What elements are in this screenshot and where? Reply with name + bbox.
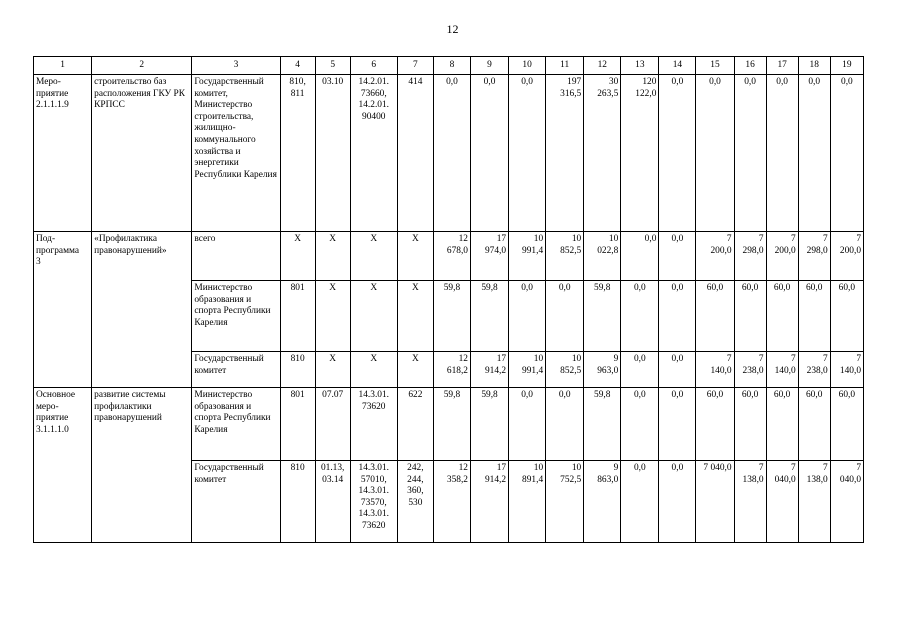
header-cell: 3 xyxy=(192,57,280,75)
table-cell: 0,0 xyxy=(546,281,584,352)
table-cell: 0,0 xyxy=(798,75,830,232)
table-cell: 60,0 xyxy=(766,281,798,352)
header-cell: 9 xyxy=(470,57,508,75)
table-row xyxy=(34,75,864,232)
table-cell: 414 xyxy=(397,75,433,232)
table-cell: 0,0 xyxy=(509,388,546,461)
table-cell: X xyxy=(315,281,350,352)
table-cell: 0,0 xyxy=(546,388,584,461)
header-cell: 14 xyxy=(659,57,696,75)
table-cell: 0,0 xyxy=(621,461,659,543)
table-row xyxy=(34,232,864,281)
table-cell: 60,0 xyxy=(734,281,766,352)
table-cell: 0,0 xyxy=(734,75,766,232)
table-cell: 7 140,0 xyxy=(830,352,863,388)
table-cell: 60,0 xyxy=(734,388,766,461)
table-cell: 17 974,0 xyxy=(470,232,508,281)
table-cell: X xyxy=(280,232,315,281)
table-cell: X xyxy=(315,352,350,388)
table-cell: X xyxy=(397,281,433,352)
table-row xyxy=(34,388,864,461)
table-cell: 242, 244, 360, 530 xyxy=(397,461,433,543)
table-cell: 7 138,0 xyxy=(798,461,830,543)
table-cell: 59,8 xyxy=(584,388,621,461)
table-cell: 10 022,8 xyxy=(584,232,621,281)
table-cell: 7 200,0 xyxy=(696,232,734,281)
table-cell: 0,0 xyxy=(696,75,734,232)
table-cell: 0,0 xyxy=(621,388,659,461)
table-cell: X xyxy=(350,352,397,388)
table-cell: 59,8 xyxy=(470,388,508,461)
table-cell: 7 200,0 xyxy=(766,232,798,281)
header-cell: 1 xyxy=(34,57,92,75)
table-cell: 120 122,0 xyxy=(621,75,659,232)
header-row xyxy=(34,57,864,75)
header-cell: 8 xyxy=(433,57,470,75)
table-cell: 7 298,0 xyxy=(798,232,830,281)
header-cell: 11 xyxy=(546,57,584,75)
executor-cell: Государственный комитет xyxy=(192,461,280,543)
table-cell: 801 xyxy=(280,388,315,461)
table-cell: 0,0 xyxy=(659,281,696,352)
table-cell: 30 263,5 xyxy=(584,75,621,232)
table-cell: 60,0 xyxy=(798,281,830,352)
table-cell: 59,8 xyxy=(470,281,508,352)
table-cell: 60,0 xyxy=(696,388,734,461)
executor-cell: Министерство образования и спорта Республики Карелия xyxy=(192,388,280,461)
table-cell: X xyxy=(350,281,397,352)
executor-cell: Государственный комитет, Министерство строительства, жилищно-коммунального хозяйства и энергетики Республики Карелия xyxy=(192,75,280,232)
table-cell: 0,0 xyxy=(621,281,659,352)
table-cell: 59,8 xyxy=(433,281,470,352)
executor-cell: Министерство образования и спорта Республики Карелия xyxy=(192,281,280,352)
header-cell: 12 xyxy=(584,57,621,75)
table-cell: 7 140,0 xyxy=(766,352,798,388)
table-cell: 810 xyxy=(280,352,315,388)
table-cell: 0,0 xyxy=(509,281,546,352)
table-cell: 7 138,0 xyxy=(734,461,766,543)
header-cell: 13 xyxy=(621,57,659,75)
table-cell: 10 752,5 xyxy=(546,461,584,543)
table-cell: X xyxy=(350,232,397,281)
table-cell: 60,0 xyxy=(766,388,798,461)
budget-table xyxy=(33,56,864,543)
table-cell: X xyxy=(397,232,433,281)
table-cell: 622 xyxy=(397,388,433,461)
table-cell: 12 678,0 xyxy=(433,232,470,281)
table-cell: 60,0 xyxy=(798,388,830,461)
table-cell: 0,0 xyxy=(470,75,508,232)
table-cell: 0,0 xyxy=(830,75,863,232)
item-code-cell: Меро- приятие 2.1.1.1.9 xyxy=(34,75,92,232)
table-cell: 60,0 xyxy=(696,281,734,352)
table-cell: X xyxy=(315,232,350,281)
table-cell: 0,0 xyxy=(766,75,798,232)
header-cell: 5 xyxy=(315,57,350,75)
table-cell: 07.07 xyxy=(315,388,350,461)
table-cell: 0,0 xyxy=(433,75,470,232)
item-name-cell: строительство баз расположения ГКУ РК КРПСС xyxy=(92,75,192,232)
table-cell: 14.3.01. 57010, 14.3.01. 73570, 14.3.01. 73620 xyxy=(350,461,397,543)
item-code-cell: Под- программа 3 xyxy=(34,232,92,388)
header-cell: 7 xyxy=(397,57,433,75)
table-cell: 17 914,2 xyxy=(470,352,508,388)
table-cell: 14.2.01. 73660, 14.2.01. 90400 xyxy=(350,75,397,232)
table-cell: 0,0 xyxy=(659,352,696,388)
table-cell: 7 238,0 xyxy=(734,352,766,388)
table-cell: 03.10 xyxy=(315,75,350,232)
page-number: 12 xyxy=(446,22,459,36)
table-cell: 0,0 xyxy=(659,232,696,281)
header-cell: 16 xyxy=(734,57,766,75)
executor-cell: Государственный комитет xyxy=(192,352,280,388)
table-cell: 7 040,0 xyxy=(696,461,734,543)
table-cell: 197 316,5 xyxy=(546,75,584,232)
table-cell: 7 298,0 xyxy=(734,232,766,281)
table-cell: 0,0 xyxy=(621,232,659,281)
table-cell: 10 991,4 xyxy=(509,232,546,281)
header-cell: 10 xyxy=(509,57,546,75)
table-cell: 60,0 xyxy=(830,281,863,352)
table-cell: 59,8 xyxy=(433,388,470,461)
item-code-cell: Основное меро- приятие 3.1.1.1.0 xyxy=(34,388,92,543)
table-cell: 59,8 xyxy=(584,281,621,352)
table-cell: 7 140,0 xyxy=(696,352,734,388)
item-name-cell: развитие системы профилактики правонарушений xyxy=(92,388,192,543)
table-cell: 0,0 xyxy=(659,461,696,543)
table-cell: 0,0 xyxy=(509,75,546,232)
table-cell: 10 852,5 xyxy=(546,352,584,388)
table-cell: 10 852,5 xyxy=(546,232,584,281)
executor-cell: всего xyxy=(192,232,280,281)
item-name-cell: «Профилактика правонарушений» xyxy=(92,232,192,388)
table-cell: 10 991,4 xyxy=(509,352,546,388)
header-cell: 17 xyxy=(766,57,798,75)
table-cell: 9 863,0 xyxy=(584,461,621,543)
table-cell: 0,0 xyxy=(621,352,659,388)
table-cell: 0,0 xyxy=(659,75,696,232)
table-cell: 12 618,2 xyxy=(433,352,470,388)
table-cell: 14.3.01. 73620 xyxy=(350,388,397,461)
table-cell: 0,0 xyxy=(659,388,696,461)
table-cell: 12 358,2 xyxy=(433,461,470,543)
table-cell: 01.13, 03.14 xyxy=(315,461,350,543)
table-cell: 7 200,0 xyxy=(830,232,863,281)
table-cell: 810 xyxy=(280,461,315,543)
header-cell: 19 xyxy=(830,57,863,75)
table-cell: 10 891,4 xyxy=(509,461,546,543)
header-cell: 2 xyxy=(92,57,192,75)
table-cell: 7 238,0 xyxy=(798,352,830,388)
table-cell: X xyxy=(397,352,433,388)
header-cell: 4 xyxy=(280,57,315,75)
table-cell: 7 040,0 xyxy=(766,461,798,543)
table-cell: 810, 811 xyxy=(280,75,315,232)
header-cell: 6 xyxy=(350,57,397,75)
table-cell: 60,0 xyxy=(830,388,863,461)
header-cell: 15 xyxy=(696,57,734,75)
table-cell: 7 040,0 xyxy=(830,461,863,543)
table-cell: 9 963,0 xyxy=(584,352,621,388)
table-cell: 17 914,2 xyxy=(470,461,508,543)
header-cell: 18 xyxy=(798,57,830,75)
table-cell: 801 xyxy=(280,281,315,352)
